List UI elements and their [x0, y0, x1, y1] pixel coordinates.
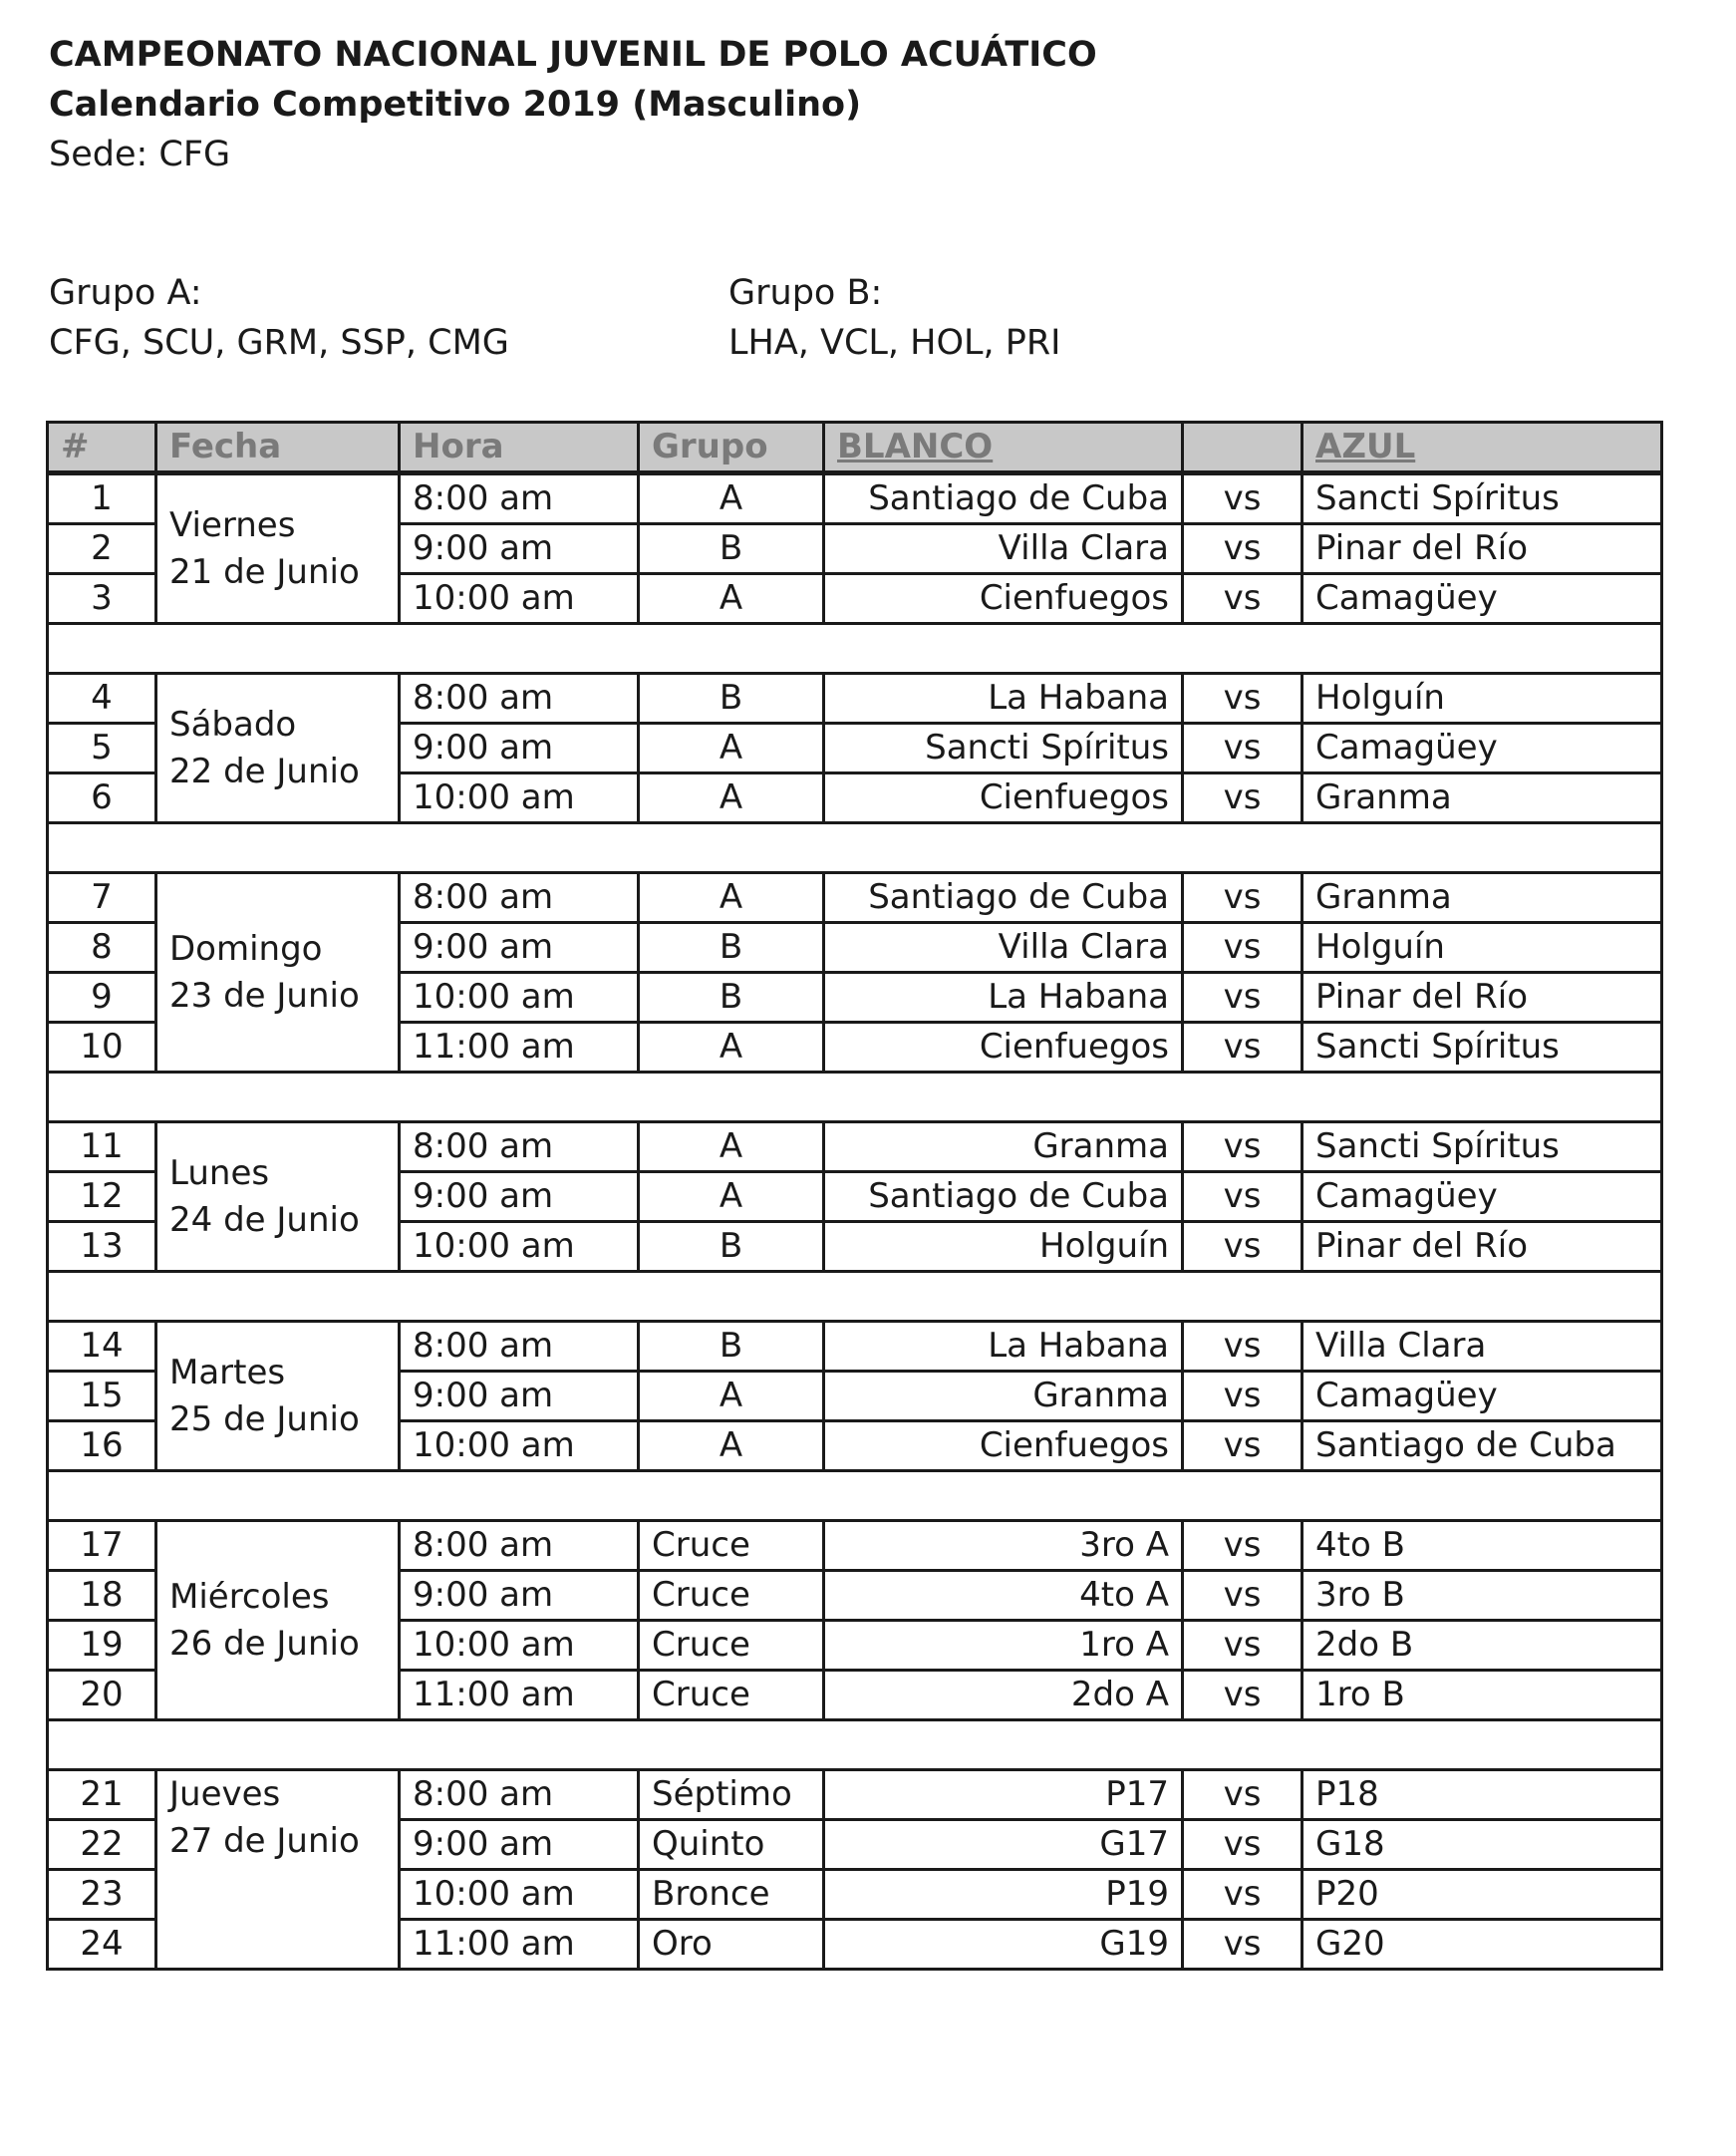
vs-label: vs — [1183, 473, 1302, 524]
match-group: B — [639, 674, 824, 724]
day-name: Domingo — [169, 928, 323, 969]
match-number: 1 — [48, 473, 156, 524]
match-number: 6 — [48, 773, 156, 823]
match-time: 10:00 am — [400, 1870, 639, 1920]
blue-team: Pinar del Río — [1302, 524, 1662, 574]
match-number: 7 — [48, 873, 156, 923]
document-title: CAMPEONATO NACIONAL JUVENIL DE POLO ACUÁTICO — [49, 35, 1097, 75]
white-team: P17 — [824, 1770, 1183, 1820]
blue-team: Sancti Spíritus — [1302, 473, 1662, 524]
schedule-table — [46, 421, 1663, 1971]
header-blue-team: AZUL — [1302, 423, 1662, 473]
blue-team: 2do B — [1302, 1621, 1662, 1671]
vs-label: vs — [1183, 1023, 1302, 1073]
white-team: Santiago de Cuba — [824, 1172, 1183, 1222]
white-team: Cienfuegos — [824, 773, 1183, 823]
group-a-teams: CFG, SCU, GRM, SSP, CMG — [49, 323, 509, 363]
white-team: Cienfuegos — [824, 1023, 1183, 1073]
match-group: A — [639, 1172, 824, 1222]
vs-label: vs — [1183, 1770, 1302, 1820]
header-white-team: BLANCO — [824, 423, 1183, 473]
vs-label: vs — [1183, 1322, 1302, 1372]
white-team: La Habana — [824, 1322, 1183, 1372]
match-date — [156, 674, 400, 823]
table-header-row — [48, 423, 1662, 473]
white-team: Granma — [824, 1122, 1183, 1172]
group-a-label: Grupo A: — [49, 273, 202, 313]
day-separator-cell — [48, 1073, 1662, 1122]
match-group: Cruce — [639, 1621, 824, 1671]
match-group: A — [639, 873, 824, 923]
match-date — [156, 473, 400, 624]
match-group: Cruce — [639, 1671, 824, 1720]
day-date: 27 de Junio — [169, 1821, 360, 1861]
white-team: Santiago de Cuba — [824, 873, 1183, 923]
vs-label: vs — [1183, 1671, 1302, 1720]
header-vs — [1183, 423, 1302, 473]
match-number: 2 — [48, 524, 156, 574]
white-team: La Habana — [824, 674, 1183, 724]
white-team: Cienfuegos — [824, 574, 1183, 624]
match-group: A — [639, 773, 824, 823]
match-time: 8:00 am — [400, 473, 639, 524]
day-separator-row — [48, 624, 1662, 674]
match-time: 8:00 am — [400, 1770, 639, 1820]
blue-team: Camagüey — [1302, 1372, 1662, 1421]
match-time: 8:00 am — [400, 873, 639, 923]
blue-team: 3ro B — [1302, 1571, 1662, 1621]
match-number: 14 — [48, 1322, 156, 1372]
match-group: B — [639, 1322, 824, 1372]
vs-label: vs — [1183, 524, 1302, 574]
match-group: Bronce — [639, 1870, 824, 1920]
blue-team: Holguín — [1302, 923, 1662, 973]
day-separator-cell — [48, 823, 1662, 873]
day-date: 22 de Junio — [169, 751, 360, 791]
blue-team: Camagüey — [1302, 574, 1662, 624]
day-separator-row — [48, 1720, 1662, 1770]
match-number: 19 — [48, 1621, 156, 1671]
header-group: Grupo — [639, 423, 824, 473]
blue-team: P20 — [1302, 1870, 1662, 1920]
match-number: 17 — [48, 1521, 156, 1571]
match-time: 10:00 am — [400, 1421, 639, 1471]
match-date — [156, 1122, 400, 1272]
white-team: Sancti Spíritus — [824, 724, 1183, 773]
match-time: 9:00 am — [400, 1172, 639, 1222]
match-time: 8:00 am — [400, 674, 639, 724]
vs-label: vs — [1183, 923, 1302, 973]
match-group: B — [639, 1222, 824, 1272]
table-row — [48, 1521, 1662, 1571]
blue-team: Holguín — [1302, 674, 1662, 724]
schedule-body — [48, 473, 1662, 1970]
match-number: 15 — [48, 1372, 156, 1421]
match-date — [156, 1770, 400, 1970]
match-time: 10:00 am — [400, 1222, 639, 1272]
match-time: 8:00 am — [400, 1322, 639, 1372]
match-group: A — [639, 1372, 824, 1421]
white-team: Cienfuegos — [824, 1421, 1183, 1471]
day-separator-cell — [48, 624, 1662, 674]
table-row — [48, 1770, 1662, 1820]
match-group: B — [639, 973, 824, 1023]
white-team: G17 — [824, 1820, 1183, 1870]
day-name: Miércoles — [169, 1576, 330, 1617]
match-group: Quinto — [639, 1820, 824, 1870]
match-group: B — [639, 923, 824, 973]
blue-team: Camagüey — [1302, 724, 1662, 773]
match-group: A — [639, 1122, 824, 1172]
white-team: 1ro A — [824, 1621, 1183, 1671]
blue-team: P18 — [1302, 1770, 1662, 1820]
match-group: A — [639, 1421, 824, 1471]
blue-team: G18 — [1302, 1820, 1662, 1870]
vs-label: vs — [1183, 773, 1302, 823]
match-time: 9:00 am — [400, 923, 639, 973]
match-number: 10 — [48, 1023, 156, 1073]
white-team: Villa Clara — [824, 923, 1183, 973]
vs-label: vs — [1183, 1621, 1302, 1671]
match-time: 10:00 am — [400, 1621, 639, 1671]
day-separator-row — [48, 1272, 1662, 1322]
white-team: Villa Clara — [824, 524, 1183, 574]
match-number: 4 — [48, 674, 156, 724]
table-row — [48, 473, 1662, 524]
venue-text: Sede: CFG — [49, 135, 231, 174]
header-number: # — [48, 423, 156, 473]
white-team: Holguín — [824, 1222, 1183, 1272]
white-team: 2do A — [824, 1671, 1183, 1720]
day-separator-row — [48, 1073, 1662, 1122]
match-number: 20 — [48, 1671, 156, 1720]
day-name: Martes — [169, 1352, 286, 1392]
blue-team: Pinar del Río — [1302, 1222, 1662, 1272]
match-time: 9:00 am — [400, 1820, 639, 1870]
white-team: Granma — [824, 1372, 1183, 1421]
vs-label: vs — [1183, 1521, 1302, 1571]
match-time: 9:00 am — [400, 524, 639, 574]
match-number: 11 — [48, 1122, 156, 1172]
match-number: 9 — [48, 973, 156, 1023]
match-number: 16 — [48, 1421, 156, 1471]
table-row — [48, 1322, 1662, 1372]
day-separator-row — [48, 823, 1662, 873]
match-number: 18 — [48, 1571, 156, 1621]
group-b-block — [728, 268, 1061, 368]
white-team: La Habana — [824, 973, 1183, 1023]
match-time: 10:00 am — [400, 773, 639, 823]
match-number: 22 — [48, 1820, 156, 1870]
vs-label: vs — [1183, 1820, 1302, 1870]
match-date — [156, 1322, 400, 1471]
match-number: 21 — [48, 1770, 156, 1820]
match-group: Oro — [639, 1920, 824, 1970]
match-time: 11:00 am — [400, 1671, 639, 1720]
vs-label: vs — [1183, 1372, 1302, 1421]
white-team: 4to A — [824, 1571, 1183, 1621]
table-row — [48, 873, 1662, 923]
blue-team: Pinar del Río — [1302, 973, 1662, 1023]
vs-label: vs — [1183, 1122, 1302, 1172]
match-time: 11:00 am — [400, 1920, 639, 1970]
match-number: 23 — [48, 1870, 156, 1920]
day-separator-cell — [48, 1471, 1662, 1521]
vs-label: vs — [1183, 1571, 1302, 1621]
match-number: 13 — [48, 1222, 156, 1272]
match-number: 12 — [48, 1172, 156, 1222]
match-number: 8 — [48, 923, 156, 973]
match-group: B — [639, 524, 824, 574]
header-time: Hora — [400, 423, 639, 473]
day-name: Lunes — [169, 1152, 270, 1193]
day-name: Sábado — [169, 704, 297, 745]
white-team: G19 — [824, 1920, 1183, 1970]
day-date: 24 de Junio — [169, 1199, 360, 1240]
group-a-block — [49, 268, 509, 368]
day-name: Viernes — [169, 504, 296, 545]
blue-team: G20 — [1302, 1920, 1662, 1970]
match-group: Cruce — [639, 1571, 824, 1621]
vs-label: vs — [1183, 1421, 1302, 1471]
blue-team: Santiago de Cuba — [1302, 1421, 1662, 1471]
document-header — [49, 30, 1097, 179]
table-row — [48, 1122, 1662, 1172]
match-group: Cruce — [639, 1521, 824, 1571]
match-time: 9:00 am — [400, 1372, 639, 1421]
match-time: 8:00 am — [400, 1521, 639, 1571]
vs-label: vs — [1183, 873, 1302, 923]
match-date — [156, 873, 400, 1073]
blue-team: Villa Clara — [1302, 1322, 1662, 1372]
day-separator-cell — [48, 1272, 1662, 1322]
match-time: 10:00 am — [400, 973, 639, 1023]
vs-label: vs — [1183, 973, 1302, 1023]
match-number: 5 — [48, 724, 156, 773]
match-time: 11:00 am — [400, 1023, 639, 1073]
vs-label: vs — [1183, 1222, 1302, 1272]
day-name: Jueves — [169, 1774, 281, 1814]
blue-team: Sancti Spíritus — [1302, 1122, 1662, 1172]
vs-label: vs — [1183, 574, 1302, 624]
white-team: Santiago de Cuba — [824, 473, 1183, 524]
day-separator-row — [48, 1471, 1662, 1521]
white-team: 3ro A — [824, 1521, 1183, 1571]
match-date — [156, 1521, 400, 1720]
vs-label: vs — [1183, 1870, 1302, 1920]
match-number: 24 — [48, 1920, 156, 1970]
blue-team: 1ro B — [1302, 1671, 1662, 1720]
day-date: 23 de Junio — [169, 975, 360, 1016]
match-group: A — [639, 1023, 824, 1073]
match-number: 3 — [48, 574, 156, 624]
match-group: A — [639, 724, 824, 773]
group-b-label: Grupo B: — [728, 273, 883, 313]
group-b-teams: LHA, VCL, HOL, PRI — [728, 323, 1061, 363]
vs-label: vs — [1183, 1172, 1302, 1222]
match-group: A — [639, 473, 824, 524]
match-time: 9:00 am — [400, 724, 639, 773]
day-date: 26 de Junio — [169, 1623, 360, 1664]
day-date: 25 de Junio — [169, 1398, 360, 1439]
header-date: Fecha — [156, 423, 400, 473]
blue-team: Sancti Spíritus — [1302, 1023, 1662, 1073]
match-group: A — [639, 574, 824, 624]
blue-team: Camagüey — [1302, 1172, 1662, 1222]
match-time: 9:00 am — [400, 1571, 639, 1621]
match-time: 10:00 am — [400, 574, 639, 624]
vs-label: vs — [1183, 724, 1302, 773]
day-date: 21 de Junio — [169, 551, 360, 592]
table-row — [48, 674, 1662, 724]
vs-label: vs — [1183, 674, 1302, 724]
document-subtitle: Calendario Competitivo 2019 (Masculino) — [49, 85, 862, 125]
vs-label: vs — [1183, 1920, 1302, 1970]
blue-team: 4to B — [1302, 1521, 1662, 1571]
blue-team: Granma — [1302, 873, 1662, 923]
white-team: P19 — [824, 1870, 1183, 1920]
blue-team: Granma — [1302, 773, 1662, 823]
match-group: Séptimo — [639, 1770, 824, 1820]
match-time: 8:00 am — [400, 1122, 639, 1172]
day-separator-cell — [48, 1720, 1662, 1770]
